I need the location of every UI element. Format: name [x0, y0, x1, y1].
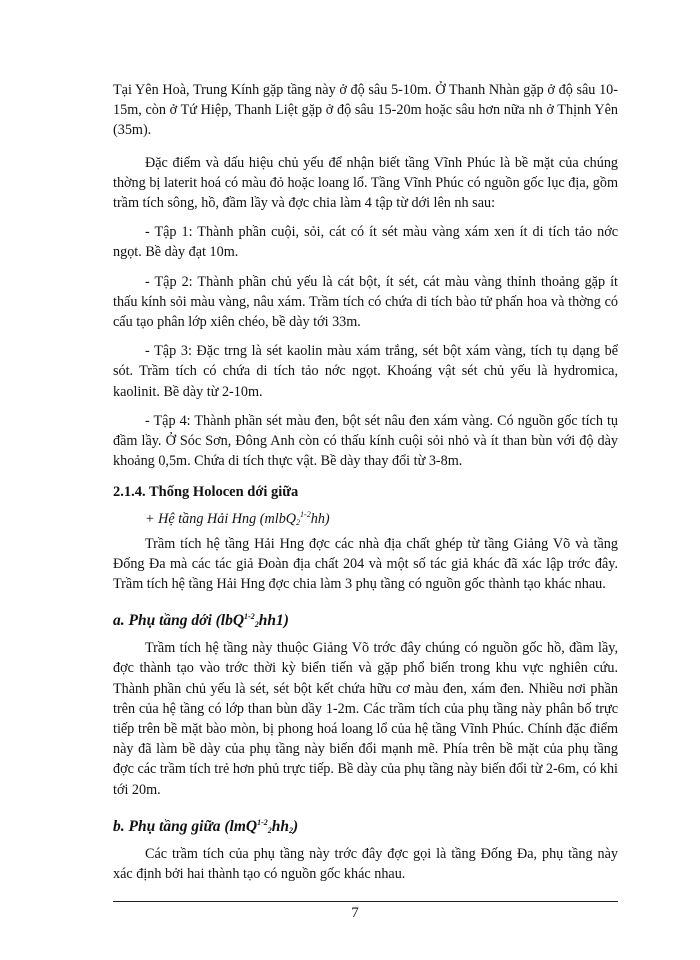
formation-prefix: + Hệ tầng Hải Hng (mlbQ: [145, 511, 297, 528]
formation-suffix: hh): [310, 511, 330, 528]
subunit-a-superscript: 1-2: [244, 612, 255, 622]
paragraph-tap-3: - Tập 3: Đặc trng là sét kaolin màu xám trắng, sét bột xám vàng, tích tụ dạng bể sót. Trầm tích có chứa di tích tảo nớc ngọt. Khoáng vật sét chủ yếu là hydromica, kaolinit. Bề dày từ 2-10m.: [113, 343, 618, 400]
subunit-a-prefix: a. Phụ tầng dới (lbQ: [113, 612, 245, 630]
page-number: 7: [351, 905, 359, 921]
subunit-a-subscript: 2: [254, 620, 259, 630]
paragraph-2: Đặc điểm và dấu hiệu chủ yếu để nhận biết tầng Vĩnh Phúc là bề mặt của chúng thờng bị laterit hoá có màu đỏ hoặc loang lổ. Tầng Vĩnh Phúc có nguồn gốc lục địa, gồm trầm tích sông, hồ, đầm lầy và đợc chia làm 4 tập từ dới lên nh sau:: [113, 154, 618, 212]
subunit-b-close: ): [293, 817, 299, 835]
subunit-b-paragraph: Các trầm tích của phụ tầng này trớc đây đợc gọi là tầng Đống Đa, phụ tầng này xác định bởi hai thành tạo có nguồn gốc khác nhau.: [113, 845, 618, 883]
formation-subscript: 2: [296, 518, 301, 528]
paragraph-1: Tại Yên Hoà, Trung Kính gặp tầng này ở độ sâu 5-10m. Ở Thanh Nhàn gặp ở độ sâu 10-15m, còn ở Tứ Hiệp, Thanh Liệt gặp ở độ sâu 15-20m hoặc sâu hơn nữa nh ở Thịnh Yên (35m).: [113, 82, 618, 139]
subunit-b-suffix: hh: [271, 817, 289, 835]
footer-rule: [113, 901, 618, 902]
section-heading: 2.1.4. Thống Holocen dới giữa: [113, 484, 299, 501]
subunit-a-suffix: hh1): [258, 612, 289, 630]
paragraph-tap-4: - Tập 4: Thành phần sét màu đen, bột sét nâu đen xám vàng. Có nguồn gốc tích tụ đầm lầy. Ở Sóc Sơn, Đông Anh còn có thấu kính cuội sỏi nhỏ và ít than bùn với độ dày khoảng 0,5m. Chứa di tích thực vật. Bề dày thay đổi từ 3-8m.: [113, 412, 618, 470]
subunit-b-subscript-2: 2: [289, 825, 293, 835]
subunit-a-heading: [113, 606, 618, 635]
formation-paragraph: Trầm tích hệ tầng Hải Hng đợc các nhà địa chất ghép từ tầng Giảng Võ và tầng Đống Đa mà các tác giả Đoàn địa chất 204 và một số tác giả khác đã xác lập trớc đây. Trầm tích hệ tầng Hải Hng đợc chia làm 3 phụ tầng có nguồn gốc thành tạo khác nhau.: [113, 535, 618, 593]
paragraph-tap-2: - Tập 2: Thành phần chủ yếu là cát bột, ít sét, cát màu vàng thỉnh thoảng gặp ít thấu kính sỏi màu vàng, nâu xám. Trầm tích có chứa di tích bào tử phấn hoa và thờng có cấu tạo phân lớp xiên chéo, bề dày tới 33m.: [113, 273, 618, 331]
formation-title: [113, 505, 618, 533]
subunit-b-heading: [113, 812, 618, 841]
subunit-a-paragraph: Trầm tích hệ tầng này thuộc Giảng Võ trớc đây chúng có nguồn gốc hồ, đầm lầy, đợc thành tạo vào trớc thời kỳ biển tiến và gặp phổ biến trong khu vực nghiên cứu. Thành phần chủ yếu là sét, sét bột kết chứa hữu cơ màu đen, xám đen. Nhiều nơi phần trên của hệ tầng có lớp than bùn dầy 1-2m. Các trầm tích của phụ tầng này phân bố trực tiếp trên bề mặt bào mòn, bị phong hoá loang lổ của hệ tầng Vĩnh Phúc. Chính đặc điểm này đã làm bề dày của phụ tầng này biến đổi mạnh mẽ. Phía trên bề mặt của phụ tầng đợc các trầm tích trẻ hơn phủ trực tiếp. Bề dày của phụ tầng này biến đổi từ 2-6m, có khi tới 20m.: [113, 640, 618, 798]
subunit-b-subscript: 2: [267, 825, 272, 835]
formation-superscript: 1-2: [300, 510, 311, 520]
paragraph-tap-1: - Tập 1: Thành phần cuội, sỏi, cát có ít sét màu vàng xám xen ít di tích tảo nớc ngọt. Bề dày đạt 10m.: [113, 224, 618, 261]
subunit-b-superscript: 1-2: [257, 817, 268, 827]
page-body: [113, 80, 618, 884]
subunit-b-prefix: b. Phụ tầng giữa (lmQ: [113, 817, 258, 835]
